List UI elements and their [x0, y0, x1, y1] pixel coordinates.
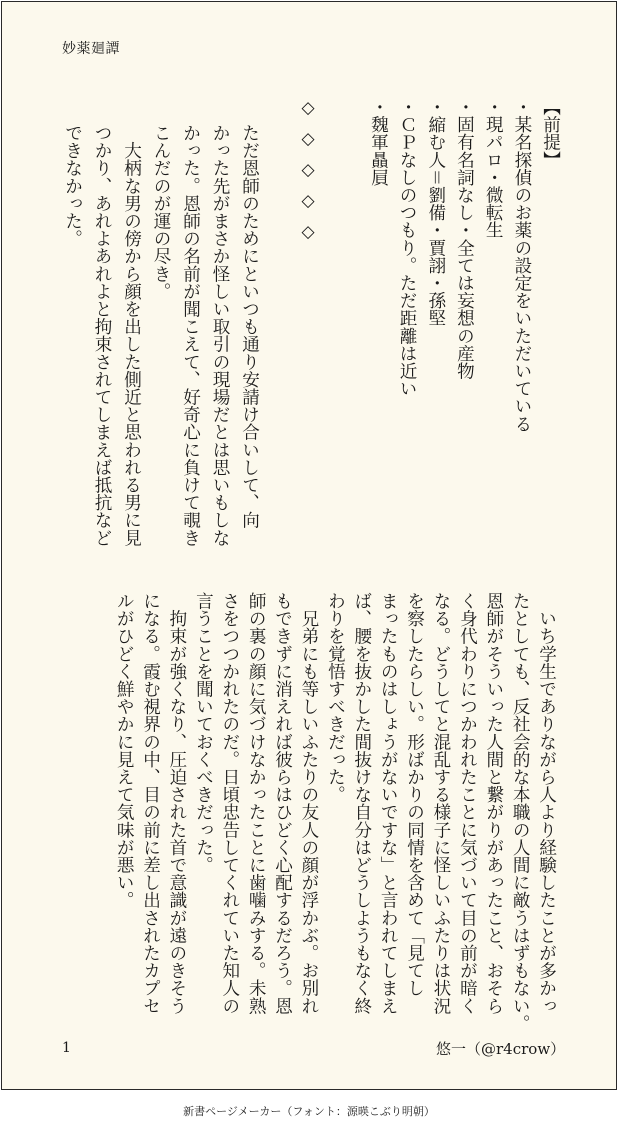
text-line: 大柄な男の傍から顔を出した側近と思われる男に見 [121, 124, 142, 547]
prereq-line: ・固有名詞なし・全ては妄想の産物 [454, 98, 475, 380]
text-line: ば、腰を抜かした間抜けな自分はどうしようもなく終 [351, 592, 372, 1015]
text-line: 恩師がそういった人間と繋がりがあったこと、おそら [483, 592, 504, 1015]
prereq-line: ・魏軍贔屓 [368, 98, 389, 186]
text-line: になる。霞む視界の中、目の前に差し出されたカプセ [140, 592, 161, 1015]
text-line: つかり、あれよあれよと拘束されてしまえば抵抗など [92, 124, 113, 547]
prereq-line: ・縮む人＝劉備・賈詡・孫堅 [425, 98, 446, 327]
page [1, 1, 617, 1090]
text-line: もできずに消えれば彼らはひどく心配するだろう。恩 [272, 592, 293, 1015]
page-number: 1 [62, 1040, 71, 1056]
prereq-line: ・現パロ・微転生 [483, 98, 504, 239]
text-line: かった。恩師の名前が聞こえて、好奇心に負けて覗き [180, 124, 201, 547]
text-line: 師の裏の顔に気づけなかったことに歯噛みする。未熟 [246, 592, 267, 1015]
text-line: こんだのが運の尽き。 [151, 124, 172, 300]
prereq-line: 【前提】 [540, 98, 561, 169]
text-line: わりを覚悟すべきだった。 [325, 592, 346, 804]
text-line: 拘束が強くなり、圧迫された首で意識が遠のきそう [166, 592, 187, 1015]
text-line: できなかった。 [62, 124, 83, 248]
text-line: を察したらしい。形ばかりの同情を含めて「見てし [404, 592, 425, 997]
text-line: く身代わりにつかわれたことに気づいて目の前が暗く [457, 592, 478, 1015]
text-line: ただ恩師のためにといつも通り安請け合いして、向 [239, 124, 260, 529]
prereq-line: ・某名探偵のお薬の設定をいただいている [511, 98, 532, 433]
text-line: なる。どうしてと混乱する様子に怪しいふたりは状況 [430, 592, 451, 1015]
text-line: いち学生でありながら人より経験したことが多かっ [536, 592, 557, 1015]
section-separator: ◇◇◇◇◇ [298, 98, 318, 253]
text-line: さをつつかれたのだ。日頃忠告してくれていた知人の [219, 592, 240, 1015]
text-line: かった先がまさか怪しい取引の現場だとは思いもしな [210, 124, 231, 547]
author-credit: 悠一（@r4crow） [436, 1040, 566, 1058]
text-line: たとしても、反社会的な本職の人間に敵うはずもない。 [510, 592, 531, 1032]
text-line: まったものはしょうがないですな」と言われてしまえ [378, 592, 399, 1015]
book-title: 妙薬廻譚 [62, 41, 120, 57]
prereq-line: ・ＣＰなしのつもり。ただ距離は近い [397, 98, 418, 398]
text-line: 言うことを聞いておくべきだった。 [193, 592, 214, 874]
footer-caption: 新書ページメーカー（フォント：源暎こぶり明朝） [183, 1105, 435, 1118]
text-line: ルがひどく鮮やかに見えて気味が悪い。 [114, 592, 135, 909]
text-line: 兄弟にも等しいふたりの友人の顔が浮かぶ。お別れ [298, 592, 319, 1015]
